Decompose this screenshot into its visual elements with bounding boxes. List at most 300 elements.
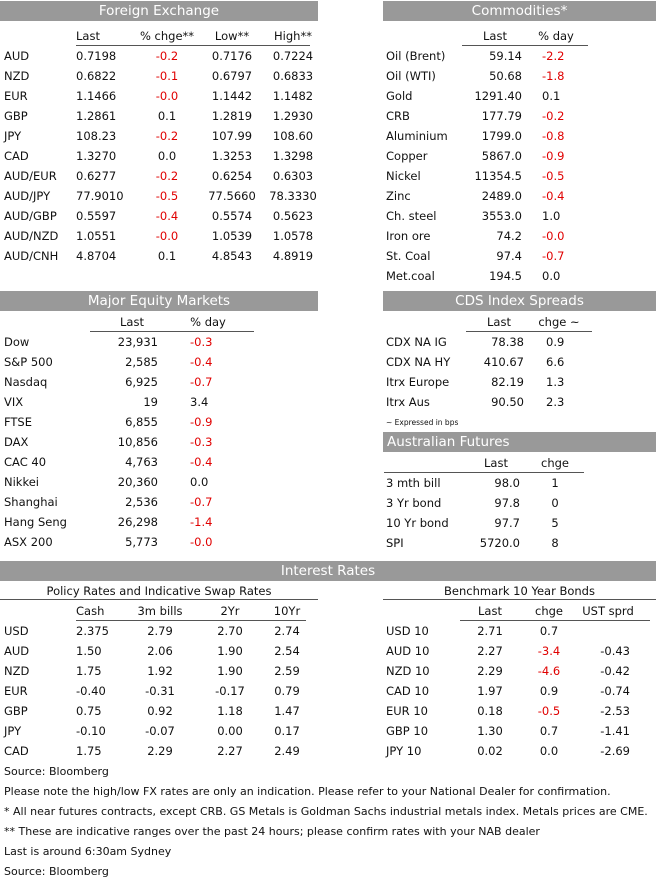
policy-10yr: 2.54 [274,644,300,658]
table-row [386,741,638,761]
fx-last: 0.6822 [76,69,117,83]
table-row [386,186,584,206]
fx-change: 0.1 [157,249,177,263]
bonds-title: Benchmark 10 Year Bonds [444,584,595,598]
futures-change: 0 [551,496,559,510]
column-header: 10Yr [273,604,301,618]
policy-cash: 0.75 [76,704,102,718]
note-fx-disclaimer: Please note the high/low FX rates are only an indication. Please refer to your National Dealer for confirmation. [4,785,611,798]
table-row [386,372,586,392]
commodity-name: Zinc [386,189,411,203]
futures-change: 1 [551,476,559,490]
table-row [4,512,242,532]
fx-pair: AUD/EUR [4,169,57,183]
commodity-change: -0.2 [542,109,565,123]
cds-name: CDX NA HY [386,355,451,369]
equity-name: CAC 40 [4,455,47,469]
commodity-name: CRB [386,109,410,123]
equity-name: DAX [4,435,29,449]
bond-ust-spread [578,621,638,641]
equity-last: 2,536 [125,495,158,509]
table-row [4,106,322,126]
bonds-table [386,601,638,761]
fx-high: 1.3298 [272,149,314,163]
fx-pair: EUR [4,89,28,103]
commodity-last: 97.4 [496,249,522,263]
futures-name: 10 Yr bond [386,516,449,530]
policy-cash: 1.50 [76,644,102,658]
equity-last: 6,855 [125,415,158,429]
policy-2yr: 1.90 [217,664,243,678]
table-row [4,392,242,412]
cds-last: 78.38 [491,335,524,349]
policy-currency: NZD [4,664,30,678]
column-header [386,312,466,332]
table-row [386,226,584,246]
policy-cash: 1.75 [76,744,102,758]
commodities-header: Commodities* [383,1,656,21]
equity-name: ASX 200 [4,535,53,549]
cds-change: 2.3 [546,395,565,409]
column-header: 3m bills [137,604,183,618]
fx-low: 1.3253 [211,149,253,163]
fx-high: 4.8919 [272,249,314,263]
commodity-last: 2489.0 [481,189,522,203]
bond-name: JPY 10 [386,744,422,758]
fx-high: 0.6833 [272,69,314,83]
table-row [386,146,584,166]
table-row [4,472,242,492]
equity-last: 10,856 [117,435,158,449]
note-futures: * All near futures contracts, except CRB. GS Metals is Goldman Sachs industrial metals index. Metals prices are CME. [4,805,648,818]
table-row [386,46,584,66]
bond-ust-spread: -0.43 [600,644,630,658]
column-header: Last [484,456,508,470]
table-row [4,246,322,266]
fx-change: -0.2 [155,169,179,183]
table-row [4,641,316,661]
fx-low: 1.2819 [211,109,253,123]
commodity-name: Oil (Brent) [386,49,446,63]
table-row [4,352,242,372]
fx-pair: AUD/CNH [4,249,59,263]
fx-table [4,26,322,266]
table-row [4,146,322,166]
column-header [386,601,460,621]
fx-high: 1.1482 [272,89,314,103]
equity-change: -0.9 [190,415,213,429]
column-header: % chge** [139,29,195,43]
equity-name: Nikkei [4,475,39,489]
table-row [386,106,584,126]
column-header: UST sprd [582,604,634,618]
policy-10yr: 2.74 [274,624,300,638]
cds-header: CDS Index Spreads [383,291,656,311]
fx-change: -0.0 [155,229,179,243]
commodities-table [386,26,584,286]
table-row [386,126,584,146]
column-header: 2Yr [220,604,240,618]
policy-cash: -0.40 [76,684,106,698]
fx-last: 0.5597 [76,209,117,223]
futures-last: 98.0 [494,476,520,490]
policy-10yr: 0.79 [274,684,300,698]
table-row [386,721,638,741]
fx-last: 1.3270 [76,149,117,163]
fx-change: 0.1 [157,109,177,123]
equity-change: -0.4 [190,455,213,469]
fx-header-underline [76,45,310,46]
commodity-change: -0.0 [542,229,565,243]
fx-low: 4.8543 [211,249,253,263]
policy-2yr: 2.70 [217,624,243,638]
fx-change: -0.5 [155,189,179,203]
commodity-change: -0.7 [542,249,565,263]
commodity-change: 0.1 [542,89,561,103]
commodity-name: Ch. steel [386,209,437,223]
fx-pair: JPY [4,129,22,143]
equity-change: 3.4 [190,395,209,409]
fx-high: 1.0578 [272,229,314,243]
table-row [4,701,316,721]
commodity-last: 194.5 [489,269,522,283]
bond-ust-spread: -1.41 [600,724,630,738]
column-header: Last [483,29,507,43]
fx-high: 1.2930 [272,109,314,123]
bond-ust-spread: -2.69 [600,744,630,758]
fx-low: 0.5574 [211,209,253,223]
cds-table [386,312,586,412]
bond-last: 1.97 [477,684,503,698]
fx-last: 1.2861 [76,109,117,123]
column-header [4,601,76,621]
bond-change: 0.0 [539,744,559,758]
bond-last: 2.27 [477,644,503,658]
commodities-header-underline [462,45,588,46]
fx-pair: AUD/NZD [4,229,59,243]
bond-change: -0.5 [537,704,561,718]
column-header: High** [274,29,312,43]
table-row [386,332,586,352]
commodity-last: 74.2 [496,229,522,243]
column-header: % day [190,315,226,329]
futures-name: 3 mth bill [386,476,441,490]
commodity-name: Oil (WTI) [386,69,436,83]
commodity-change: 0.0 [542,269,561,283]
policy-2yr: 1.18 [217,704,243,718]
policy-currency: CAD [4,744,29,758]
policy-cash: -0.10 [76,724,106,738]
policy-3m-bills: 0.92 [147,704,173,718]
bond-ust-spread: -0.74 [600,684,630,698]
policy-10yr: 0.17 [274,724,300,738]
table-row [386,166,584,186]
fx-low: 1.0539 [211,229,253,243]
futures-name: SPI [386,536,404,550]
equity-last: 6,925 [125,375,158,389]
table-row [386,206,584,226]
equity-last: 26,298 [117,515,158,529]
futures-name: 3 Yr bond [386,496,442,510]
fx-last: 0.7198 [76,49,117,63]
table-row [4,372,242,392]
futures-header: Australian Futures [383,432,656,452]
cds-last: 90.50 [491,395,524,409]
cds-note: ~ Expressed in bps [386,418,459,427]
policy-cash: 2.375 [76,624,109,638]
policy-rates-table [4,601,316,761]
equity-change: 0.0 [190,475,209,489]
commodity-last: 11354.5 [474,169,522,183]
commodity-change: -0.4 [542,189,565,203]
table-row [4,492,242,512]
fx-last: 1.0551 [76,229,117,243]
commodity-last: 1291.40 [474,89,522,103]
policy-3m-bills: 2.29 [147,744,173,758]
column-header: Last [76,29,100,43]
fx-pair: CAD [4,149,29,163]
column-header: Last [487,315,511,329]
bond-change: -3.4 [537,644,561,658]
bond-ust-spread: -2.53 [600,704,630,718]
column-header: chge ~ [538,315,580,329]
table-row [386,246,584,266]
policy-3m-bills: 1.92 [147,664,173,678]
futures-last: 97.7 [494,516,520,530]
table-row [4,721,316,741]
fx-high: 0.7224 [272,49,314,63]
fx-header: Foreign Exchange [0,1,318,21]
commodity-change: -0.8 [542,129,565,143]
commodity-last: 59.14 [489,49,522,63]
policy-10yr: 1.47 [274,704,300,718]
futures-change: 5 [551,516,559,530]
fx-high: 78.3330 [269,189,317,203]
table-row [4,621,316,641]
table-row [4,226,322,246]
table-row [4,86,322,106]
cds-change: 0.9 [546,335,565,349]
fx-high: 0.6303 [272,169,314,183]
fx-pair: AUD/JPY [4,189,51,203]
policy-2yr: 1.90 [217,644,243,658]
fx-pair: AUD [4,49,30,63]
bond-ust-spread: -0.42 [600,664,630,678]
equity-name: Hang Seng [4,515,67,529]
column-header [386,453,466,473]
fx-change: -0.1 [155,69,179,83]
equity-name: Shanghai [4,495,58,509]
equity-name: Dow [4,335,30,349]
table-row [386,86,584,106]
table-row [386,493,584,513]
equity-header-underline [90,331,254,332]
policy-rates-title: Policy Rates and Indicative Swap Rates [46,584,272,598]
column-header: % day [538,29,574,43]
equity-name: FTSE [4,415,33,429]
fx-low: 1.1442 [211,89,253,103]
table-row [386,621,638,641]
table-row [4,46,322,66]
table-row [386,513,584,533]
note-time: Last is around 6:30am Sydney [4,845,172,858]
fx-last: 1.1466 [76,89,117,103]
fx-high: 0.5623 [272,209,314,223]
commodity-last: 177.79 [481,109,522,123]
table-row [4,412,242,432]
bond-name: AUD 10 [386,644,430,658]
bond-last: 2.29 [477,664,503,678]
policy-currency: EUR [4,684,28,698]
equity-last: 20,360 [117,475,158,489]
table-row [4,206,322,226]
column-header [386,26,462,46]
commodity-last: 5867.0 [481,149,522,163]
policy-2yr: 2.27 [217,744,243,758]
bond-change: 0.7 [539,724,559,738]
note-indicative-ranges: ** These are indicative ranges over the past 24 hours; please confirm rates with your NAB dealer [4,825,540,838]
equity-last: 4,763 [125,455,158,469]
commodity-change: -2.2 [542,49,565,63]
bond-change: 0.7 [539,624,559,638]
policy-3m-bills: -0.31 [145,684,175,698]
policy-rates-header-underline [76,620,306,621]
table-row [386,266,584,286]
policy-3m-bills: 2.79 [147,624,173,638]
table-row [386,392,586,412]
policy-10yr: 2.49 [274,744,300,758]
cds-name: Itrx Europe [386,375,450,389]
equity-change: -0.3 [190,335,213,349]
column-header: chge [535,604,563,618]
bond-name: GBP 10 [386,724,429,738]
commodity-name: Aluminium [386,129,448,143]
policy-currency: GBP [4,704,28,718]
policy-3m-bills: -0.07 [145,724,175,738]
commodity-name: Met.coal [386,269,435,283]
equity-name: S&P 500 [4,355,53,369]
fx-change: 0.0 [157,149,177,163]
table-row [386,661,638,681]
table-row [4,661,316,681]
policy-currency: JPY [4,724,22,738]
commodity-last: 50.68 [489,69,522,83]
futures-last: 97.8 [494,496,520,510]
policy-2yr: -0.17 [215,684,245,698]
equity-table [4,312,242,552]
fx-pair: GBP [4,109,28,123]
fx-low: 0.7176 [211,49,253,63]
equity-name: Nasdaq [4,375,48,389]
column-header [4,26,76,46]
commodity-name: Iron ore [386,229,431,243]
fx-last: 4.8704 [76,249,117,263]
fx-low: 107.99 [211,129,253,143]
bonds-title-underline [383,599,656,600]
bond-name: NZD 10 [386,664,430,678]
bond-last: 0.02 [477,744,503,758]
fx-low: 77.5660 [208,189,256,203]
note-source-2: Source: Bloomberg [4,865,109,878]
equity-last: 2,585 [125,355,158,369]
policy-currency: AUD [4,644,30,658]
policy-3m-bills: 2.06 [147,644,173,658]
cds-change: 6.6 [546,355,565,369]
fx-change: -0.4 [155,209,179,223]
cds-header-underline [466,331,592,332]
table-row [386,641,638,661]
equity-change: -0.7 [190,495,213,509]
fx-low: 0.6797 [211,69,253,83]
fx-high: 108.60 [272,129,314,143]
table-row [4,532,242,552]
cds-last: 82.19 [491,375,524,389]
futures-header-underline [384,472,584,473]
equity-change: -0.0 [190,535,213,549]
column-header: Cash [76,604,105,618]
commodity-name: St. Coal [386,249,431,263]
table-row [386,681,638,701]
fx-last: 77.9010 [76,189,124,203]
bond-name: CAD 10 [386,684,430,698]
table-row [386,473,584,493]
bond-last: 0.18 [477,704,503,718]
equity-change: -0.7 [190,375,213,389]
commodity-name: Copper [386,149,428,163]
policy-rates-title-underline [0,599,318,600]
table-row [4,186,322,206]
table-row [4,432,242,452]
table-row [4,126,322,146]
column-header [4,312,90,332]
commodity-change: 1.0 [542,209,561,223]
table-row [386,352,586,372]
cds-last: 410.67 [483,355,524,369]
table-row [4,681,316,701]
column-header: Low** [214,29,250,43]
policy-currency: USD [4,624,29,638]
cds-change: 1.3 [546,375,565,389]
bond-name: USD 10 [386,624,429,638]
equity-change: -0.4 [190,355,213,369]
cds-name: CDX NA IG [386,335,447,349]
policy-2yr: 0.00 [217,724,243,738]
commodity-change: -1.8 [542,69,565,83]
table-row [4,741,316,761]
policy-10yr: 2.59 [274,664,300,678]
commodity-last: 3553.0 [481,209,522,223]
policy-cash: 1.75 [76,664,102,678]
cds-name: Itrx Aus [386,395,430,409]
bond-name: EUR 10 [386,704,428,718]
fx-change: -0.0 [155,89,179,103]
futures-last: 5720.0 [479,536,520,550]
bond-change: -4.6 [537,664,561,678]
equity-change: -0.3 [190,435,213,449]
equity-last: 5,773 [125,535,158,549]
table-row [4,66,322,86]
equity-name: VIX [4,395,24,409]
equity-last: 23,931 [117,335,158,349]
table-row [4,332,242,352]
commodity-change: -0.5 [542,169,565,183]
futures-table [386,453,584,553]
fx-low: 0.6254 [211,169,253,183]
table-row [386,66,584,86]
table-row [386,701,638,721]
equity-last: 19 [143,395,158,409]
futures-change: 8 [551,536,559,550]
